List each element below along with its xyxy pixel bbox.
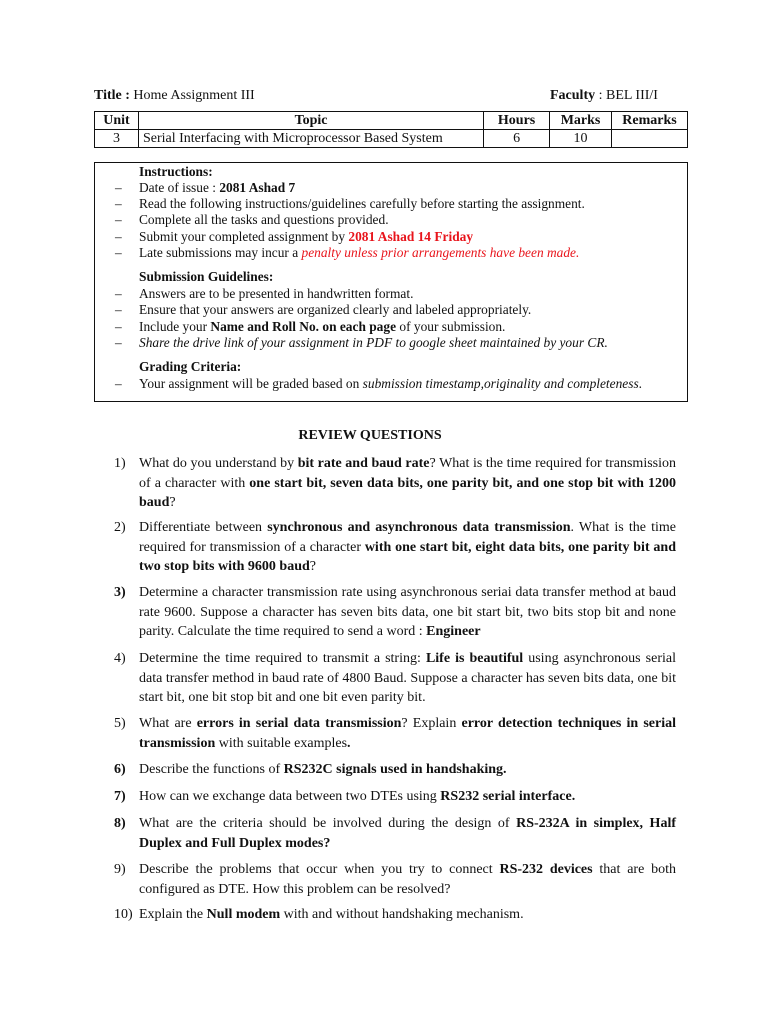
grading-title: Grading Criteria: — [139, 359, 242, 374]
header-row — [94, 88, 690, 106]
list-item: – Read the following instructions/guidelines carefully before starting the assignment. — [115, 196, 585, 211]
cell-unit: 3 — [95, 130, 139, 148]
list-item: – Answers are to be presented in handwritten format. — [115, 286, 414, 301]
list-item: – Complete all the tasks and questions provided. — [115, 212, 389, 227]
cell-hours: 6 — [484, 130, 550, 148]
list-item: – Late submissions may incur a penalty unless prior arrangements have been made. — [115, 245, 580, 260]
title-label: Title : — [94, 88, 130, 103]
table-row — [95, 130, 688, 148]
instructions-title: Instructions: — [139, 164, 213, 179]
question-4: 4) Determine the time required to transmit a string: Life is beautiful using asynchronous serial data transfer method in baud rate of 4800 Baud. Suppose a character has seven bits data, one bit start bit, one bit stop bit and one bit even parity bit. — [114, 651, 676, 706]
submit-date: 2081 Ashad 14 Friday — [348, 229, 474, 244]
col-hours: Hours — [484, 112, 550, 130]
col-topic: Topic — [138, 112, 483, 130]
list-item: – Submit your completed assignment by 2081 Ashad 14 Friday — [115, 229, 474, 244]
faculty-value: : BEL III/I — [598, 88, 658, 103]
faculty-field — [550, 88, 658, 104]
cell-marks: 10 — [550, 130, 612, 148]
submission-title: Submission Guidelines: — [139, 269, 274, 284]
list-item: – Ensure that your answers are organized clearly and labeled appropriately. — [115, 302, 532, 317]
col-unit: Unit — [95, 112, 139, 130]
question-9: 9) Describe the problems that occur when you try to connect RS-232 devices that are both configured as DTE. How this problem can be resolved? — [114, 862, 676, 897]
list-item: – Include your Name and Roll No. on each page of your submission. — [115, 319, 506, 334]
cell-topic: Serial Interfacing with Microprocessor Based System — [138, 130, 483, 148]
instructions-box — [94, 162, 688, 402]
question-6: 6) Describe the functions of RS232C signals used in handshaking. — [114, 762, 507, 777]
question-8: 8) What are the criteria should be involved during the design of RS-232A in simplex, Half Duplex and Full Duplex modes? — [114, 816, 677, 851]
cell-remarks — [612, 130, 688, 148]
list-item: – Share the drive link of your assignment in PDF to google sheet maintained by your CR. — [115, 335, 608, 350]
question-3: 3) Determine a character transmission rate using asynchronous seriai data transfer method at baud rate 9600. Suppose a character has seven bits data, one bit start bit, two bits stop bit and none parity. Calculate the time required to send a word : Engineer — [114, 585, 676, 640]
review-questions-title: REVIEW QUESTIONS — [298, 428, 442, 443]
title-value: Home Assignment III — [133, 88, 255, 103]
question-2: 2) Differentiate between synchronous and asynchronous data transmission. What is the time required for transmission of a character with one start bit, eight data bits, one parity bit and two stop bits with 9600 baud? — [114, 520, 676, 575]
question-10: 10) Explain the Null modem with and without handshaking mechanism. — [114, 907, 524, 922]
title-field — [94, 88, 255, 104]
col-remarks: Remarks — [612, 112, 688, 130]
issue-date: 2081 Ashad 7 — [219, 180, 296, 195]
late-penalty: penalty unless prior arrangements have been made. — [301, 245, 580, 260]
faculty-label: Faculty — [550, 88, 596, 103]
question-7: 7) How can we exchange data between two DTEs using RS232 serial interface. — [114, 789, 576, 804]
assignment-info-table — [94, 111, 688, 148]
list-item: – Your assignment will be graded based on submission timestamp,originality and completeness. — [115, 376, 643, 391]
list-item: – Date of issue : 2081 Ashad 7 — [115, 180, 296, 195]
col-marks: Marks — [550, 112, 612, 130]
table-header-row — [95, 112, 688, 130]
question-1: 1) What do you understand by bit rate and baud rate? What is the time required for transmission of a character with one start bit, seven data bits, one parity bit, and one stop bit with 1200 baud? — [114, 456, 676, 511]
question-5: 5) What are errors in serial data transmission? Explain error detection techniques in serial transmission with suitable examples. — [114, 716, 676, 751]
